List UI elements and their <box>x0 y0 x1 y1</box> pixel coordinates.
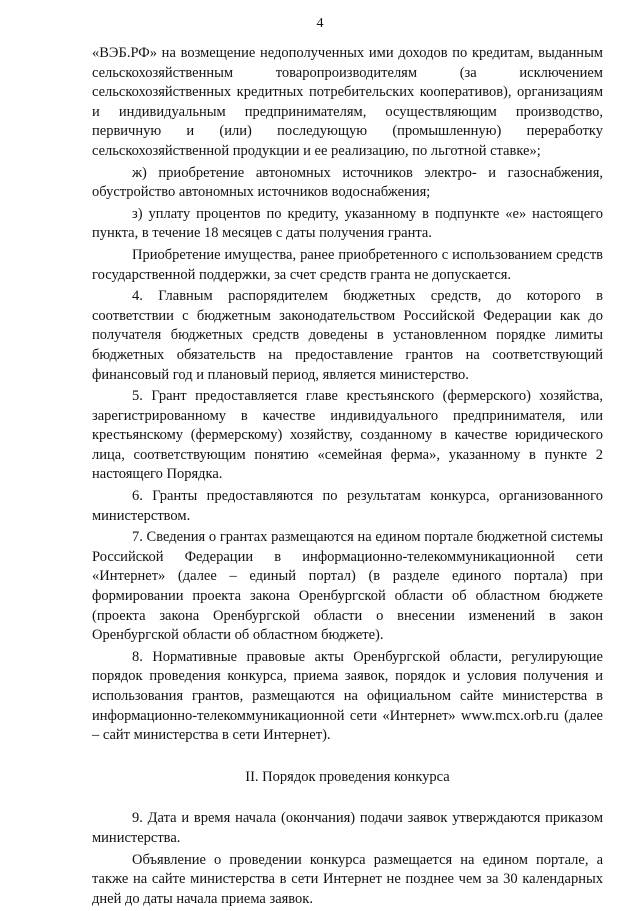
document-body <box>92 44 603 911</box>
paragraph-7: 7. Сведения о грантах размещаются на едином портале бюджетной системы Российской Федерации в информационно-телекоммуникационной сети «Интернет» (далее – единый портал) (в разделе единого портала) при формировании проекта закона Оренбургской области об областном бюджете (проекта закона Оренбургской области о внесении изменений в закон Оренбургской области об областном бюджете). <box>92 529 603 644</box>
paragraph-item-zh: ж) приобретение автономных источников электро- и газоснабжения, обустройство автономных источников водоснабжения; <box>92 164 603 201</box>
paragraph-9: 9. Дата и время начала (окончания) подачи заявок утверждаются приказом министерства. <box>92 810 603 846</box>
paragraph-continuation: «ВЭБ.РФ» на возмещение недополученных ими доходов по кредитам, выданным сельскохозяйственным товаропроизводителям (за исключением сельскохозяйственных кредитных потребительских кооперативов), организациям и индивидуальным предпринимателям, осуществляющим производство, первичную и (или) последующую (промышленную) переработку сельскохозяйственной продукции и ее реализацию, по льготной ставке»; <box>92 45 603 159</box>
paragraph-5: 5. Грант предоставляется главе крестьянского (фермерского) хозяйства, зарегистрированному в качестве индивидуального предпринимателя, или крестьянскому (фермерскому) хозяйству, созданному в качестве юридического лица, соответствующим понятию «семейная ферма», указанному в пункте 2 настоящего Порядка. <box>92 388 603 483</box>
paragraph-8: 8. Нормативные правовые акты Оренбургской области, регулирующие порядок проведения конкурса, приема заявок, порядок и условия получения и использования грантов, размещаются на официальном сайте министерства в информационно-телекоммуникационной сети «Интернет» www.mcx.orb.ru (далее – сайт министерства в сети Интернет). <box>92 648 603 744</box>
paragraph-property-note: Приобретение имущества, ранее приобретенного с использованием средств государственной поддержки, за счет средств гранта не допускается. <box>92 246 603 283</box>
paragraph-announcement: Объявление о проведении конкурса размещается на едином портале, а также на сайте министерства в сети Интернет не позднее чем за 30 календарных дней до даты начала приема заявок. <box>92 851 603 907</box>
paragraph-4: 4. Главным распорядителем бюджетных средств, до которого в соответствии с бюджетным законодательством Российской Федерации как до получателя бюджетных средств доведены в установленном порядке лимиты бюджетных обязательств на предоставление грантов на соответствующий финансовый год и плановый период, является министерство. <box>92 288 603 383</box>
paragraph-6: 6. Гранты предоставляются по результатам конкурса, организованного министерством. <box>92 488 603 524</box>
paragraph-item-z: з) уплату процентов по кредиту, указанному в подпункте «е» настоящего пункта, в течение 18 месяцев с даты получения гранта. <box>92 205 603 242</box>
page-number: 4 <box>316 16 324 31</box>
section-title: II. Порядок проведения конкурса <box>245 768 450 785</box>
